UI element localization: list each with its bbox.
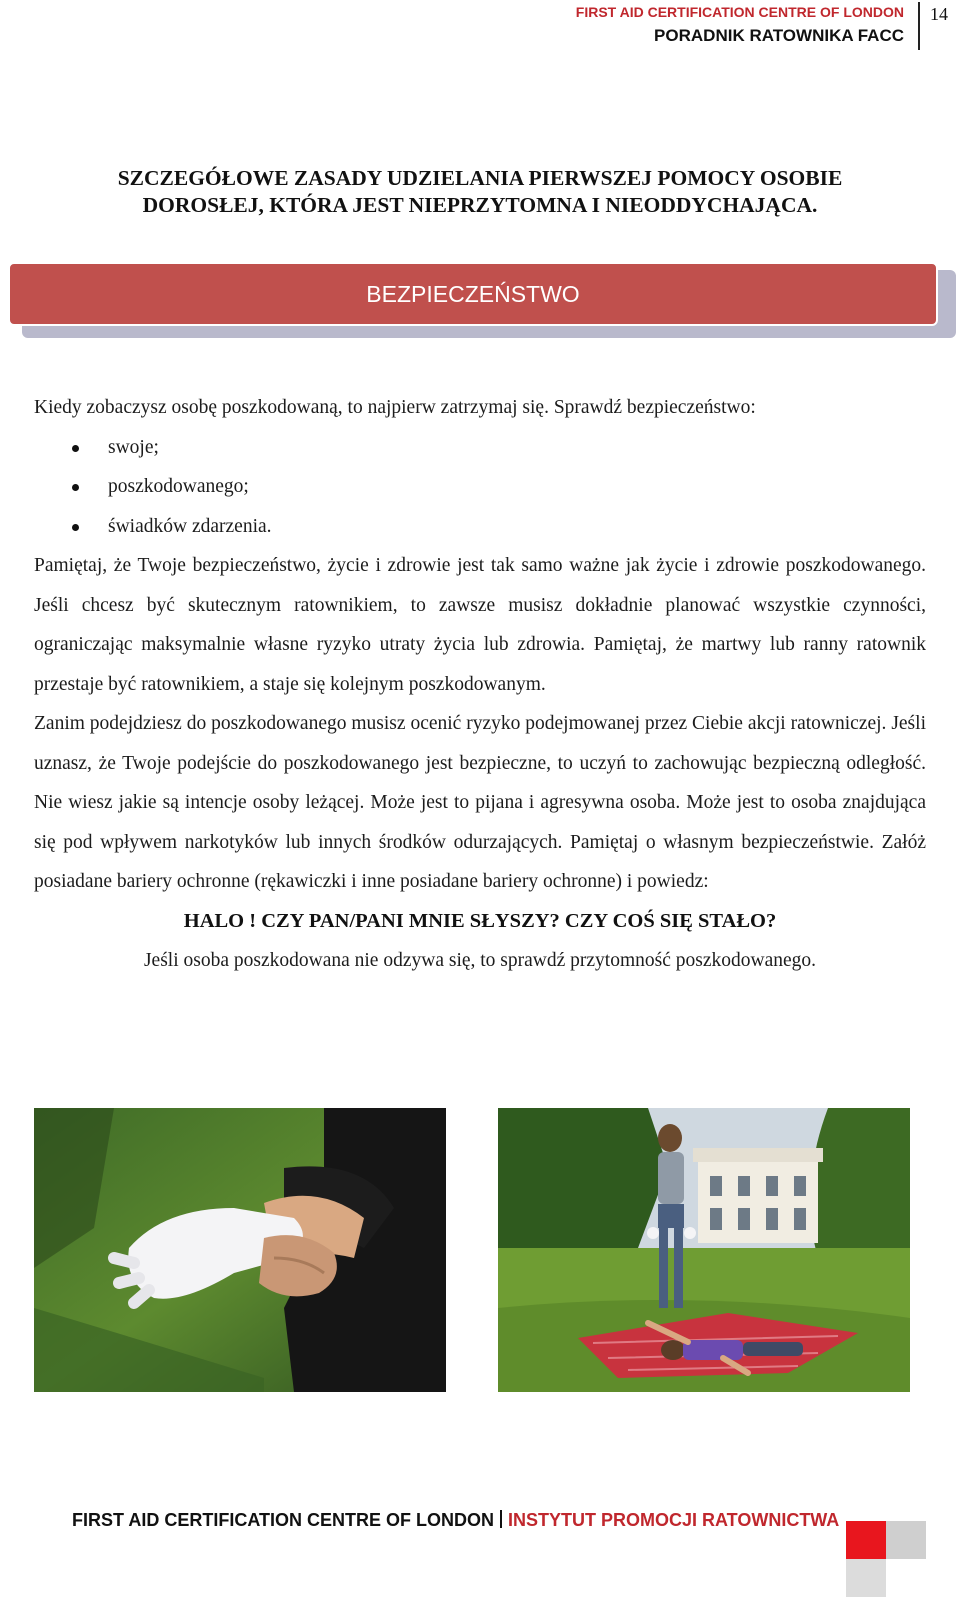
list-item — [34, 507, 926, 547]
section-banner — [8, 262, 938, 326]
header-divider — [918, 2, 920, 50]
photo-approaching-casualty — [498, 1108, 910, 1392]
list-item-text: swoje; — [108, 436, 159, 458]
body-text — [34, 388, 926, 981]
intro-paragraph: Kiedy zobaczysz osobę poszkodowaną, to najpierw zatrzymaj się. Sprawdź bezpieczeństwo: — [34, 397, 756, 418]
footer-red-square-icon — [846, 1521, 886, 1559]
bullet-icon — [72, 524, 79, 531]
safety-list — [34, 428, 926, 547]
list-item — [34, 467, 926, 507]
list-item — [34, 428, 926, 468]
page-title-line-1: SZCZEGÓŁOWE ZASADY UDZIELANIA PIERWSZEJ POMOCY OSOBIE — [117, 166, 843, 190]
footer-institute: INSTYTUT PROMOCJI RATOWNICTWA — [507, 1510, 840, 1530]
list-item-text: poszkodowanego; — [108, 476, 249, 497]
section-banner-label: BEZPIECZEŃSTWO — [366, 280, 580, 307]
bullet-icon — [72, 484, 79, 491]
photo-gloves-illustration — [34, 1108, 446, 1392]
closing-paragraph: Jeśli osoba poszkodowana nie odzywa się, to sprawdź przytomność poszkodowanego. — [143, 950, 817, 971]
header-org: FIRST AID CERTIFICATION CENTRE OF LONDON — [575, 4, 904, 20]
photo-casualty-illustration — [498, 1108, 910, 1392]
header-guide-title: PORADNIK RATOWNIKA FACC — [654, 26, 904, 45]
footer — [72, 1510, 839, 1531]
footer-grey-square-icon — [886, 1521, 926, 1559]
footer-light-square-icon — [846, 1559, 886, 1597]
bullet-icon — [72, 445, 79, 452]
footer-separator — [500, 1510, 502, 1528]
list-item-text: świadków zdarzenia. — [108, 515, 272, 537]
page-title — [30, 165, 930, 219]
safety-paragraph: Pamiętaj, że Twoje bezpieczeństwo, życie i zdrowie jest tak samo ważne jak życie i zdrowie poszkodowanego. Jeśli chcesz być skutecznym ratownikiem, to zawsze musisz dokładnie planować wszystkie czynności, ograniczając maksymalnie własne ryzyko utraty życia lub zdrowia. Pamiętaj, że martwy lub ranny ratownik przestaje być ratownikiem, a staje się kolejnym poszkodowanym. — [34, 555, 926, 695]
page-number: 14 — [930, 4, 948, 24]
page-title-line-2: DOROSŁEJ, KTÓRA JEST NIEPRZYTOMNA I NIEODDYCHAJĄCA. — [142, 193, 818, 217]
approach-paragraph: Zanim podejdziesz do poszkodowanego musisz ocenić ryzyko podejmowanej przez Ciebie akcji ratowniczej. Jeśli uznasz, że Twoje podejście do poszkodowanego jest bezpieczne, to uczyń to zachowując bezpieczną odległość. Nie wiesz jakie są intencje osoby leżącej. Może jest to pijana i agresywna osoba. Może jest to osoba znajdująca się pod wpływem narkotyków lub innych środków odurzających. Pamiętaj o własnym bezpieczeństwie. Załóż posiadane bariery ochronne (rękawiczki i inne posiadane bariery ochronne) i powiedz: — [34, 713, 926, 892]
photo-putting-on-gloves — [34, 1108, 446, 1392]
footer-org: FIRST AID CERTIFICATION CENTRE OF LONDON — [72, 1510, 494, 1530]
call-out-phrase: HALO ! CZY PAN/PANI MNIE SŁYSZY? CZY COŚ SIĘ STAŁO? — [183, 909, 777, 932]
